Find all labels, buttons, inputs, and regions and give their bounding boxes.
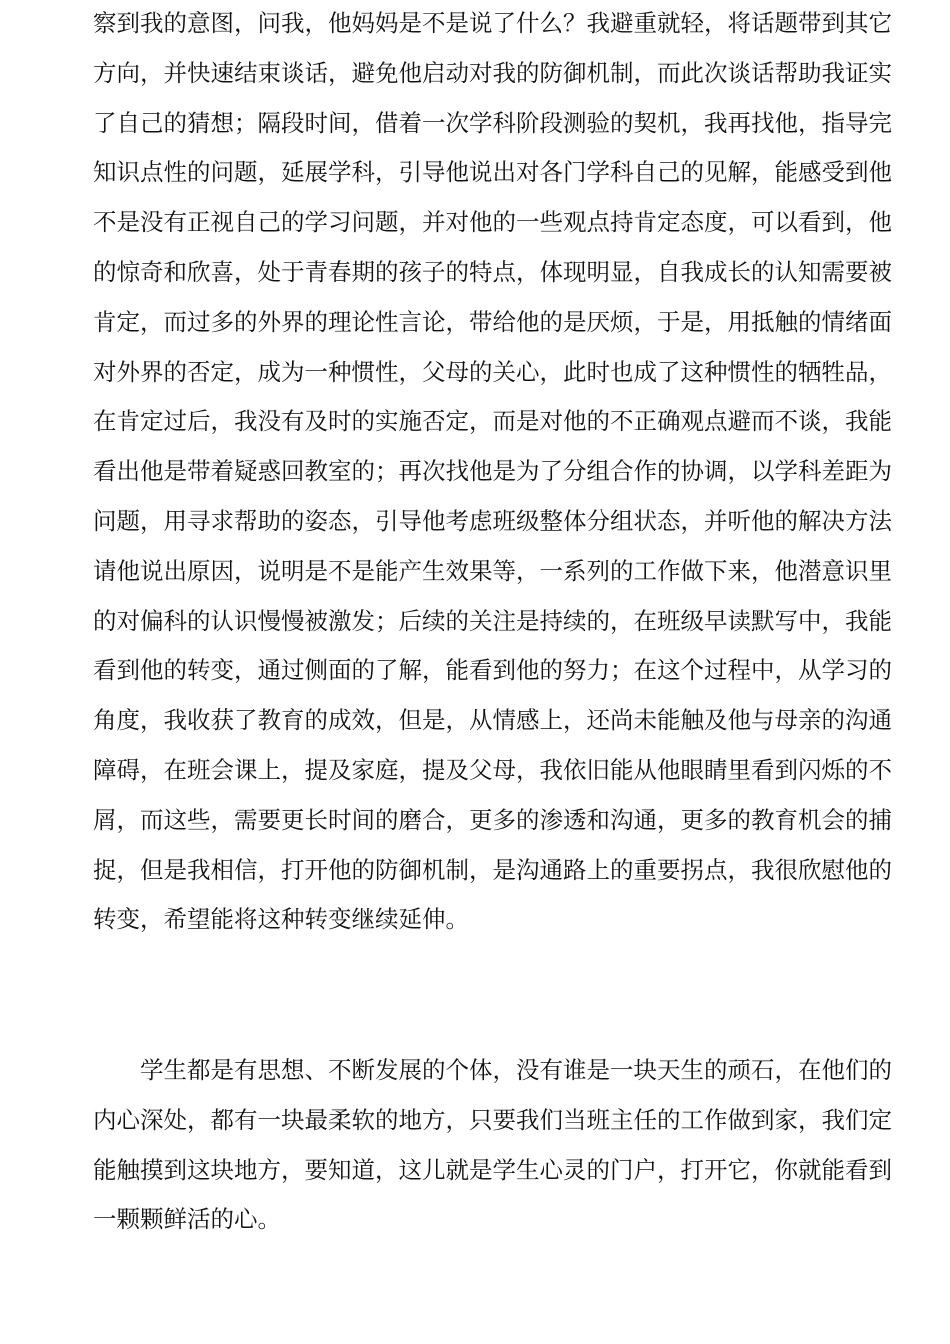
text-line: 转变，希望能将这种转变继续延伸。 bbox=[93, 905, 469, 933]
text-line: 屑，而这些，需要更长时间的磨合，更多的渗透和沟通，更多的教育机会的捕 bbox=[93, 806, 892, 834]
text-line: 看出他是带着疑惑回教室的；再次找他是为了分组合作的协调，以学科差距为 bbox=[93, 457, 892, 485]
text-line: 的惊奇和欣喜，处于青春期的孩子的特点，体现明显，自我成长的认知需要被 bbox=[93, 258, 892, 286]
text-line: 察到我的意图，问我，他妈妈是不是说了什么？我避重就轻，将话题带到其它 bbox=[93, 9, 892, 37]
text-line: 了自己的猜想；隔段时间，借着一次学科阶段测验的契机，我再找他，指导完 bbox=[93, 109, 892, 137]
text-line: 对外界的否定，成为一种惯性，父母的关心，此时也成了这种惯性的牺牲品， bbox=[93, 358, 892, 386]
text-line: 在肯定过后，我没有及时的实施否定，而是对他的不正确观点避而不谈，我能 bbox=[93, 407, 892, 435]
text-line: 的对偏科的认识慢慢被激发；后续的关注是持续的，在班级早读默写中，我能 bbox=[93, 607, 892, 635]
text-line: 能触摸到这块地方，要知道，这儿就是学生心灵的门户，打开它，你就能看到 bbox=[93, 1156, 892, 1184]
text-line: 肯定，而过多的外界的理论性言论，带给他的是厌烦，于是，用抵触的情绪面 bbox=[93, 308, 892, 336]
text-line: 角度，我收获了教育的成效，但是，从情感上，还尚未能触及他与母亲的沟通 bbox=[93, 706, 892, 734]
text-line: 请他说出原因，说明是不是能产生效果等，一系列的工作做下来，他潜意识里 bbox=[93, 557, 892, 585]
text-line: 看到他的转变，通过侧面的了解，能看到他的努力；在这个过程中，从学习的 bbox=[93, 656, 892, 684]
text-line: 问题，用寻求帮助的姿态，引导他考虑班级整体分组状态，并听他的解决方法 bbox=[93, 507, 892, 535]
text-line: 一颗颗鲜活的心。 bbox=[93, 1205, 281, 1233]
text-line: 方向，并快速结束谈话，避免他启动对我的防御机制，而此次谈话帮助我证实 bbox=[93, 59, 892, 87]
text-line: 知识点性的问题，延展学科，引导他说出对各门学科自己的见解，能感受到他 bbox=[93, 158, 892, 186]
text-line: 障碍，在班会课上，提及家庭，提及父母，我依旧能从他眼睛里看到闪烁的不 bbox=[93, 756, 892, 784]
text-line: 学生都是有思想、不断发展的个体，没有谁是一块天生的顽石，在他们的 bbox=[140, 1056, 892, 1084]
text-line: 捉，但是我相信，打开他的防御机制，是沟通路上的重要拐点，我很欣慰他的 bbox=[93, 856, 892, 884]
text-line: 不是没有正视自己的学习问题，并对他的一些观点持肯定态度，可以看到，他 bbox=[93, 208, 892, 236]
text-line: 内心深处，都有一块最柔软的地方，只要我们当班主任的工作做到家，我们定 bbox=[93, 1106, 892, 1134]
